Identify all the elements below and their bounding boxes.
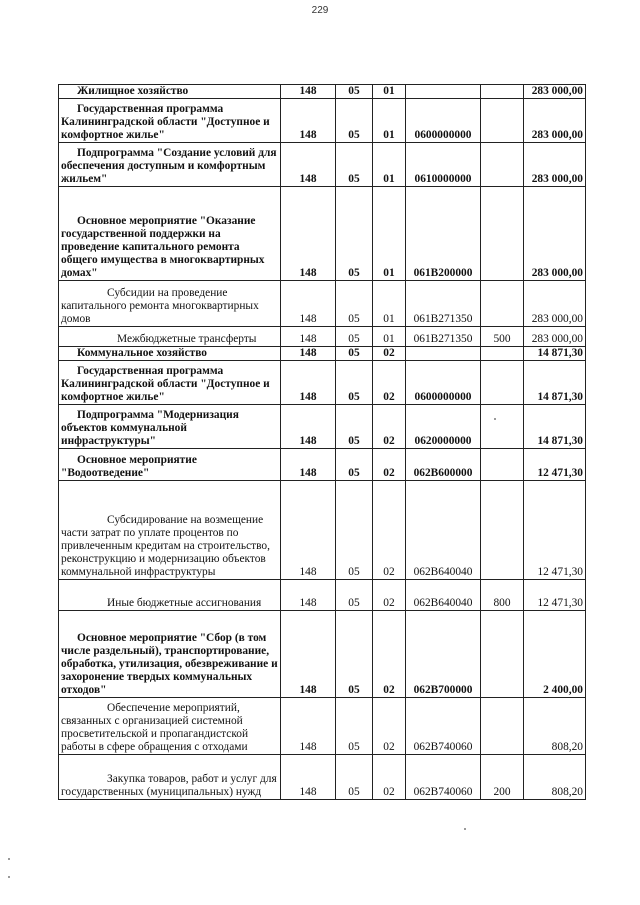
cell-rz: 05 xyxy=(336,580,373,611)
cell-name: Жилищное хозяйство xyxy=(59,85,281,99)
cell-sum: 283 000,00 xyxy=(524,99,586,143)
table-row xyxy=(59,347,586,361)
table-row xyxy=(59,99,586,143)
cell-sum: 283 000,00 xyxy=(524,143,586,187)
cell-pr: 02 xyxy=(373,347,406,361)
cell-sum: 808,20 xyxy=(524,698,586,755)
cell-name: Субсидии на проведение капитального ремонта многоквартирных домов xyxy=(59,281,281,327)
cell-gr: 148 xyxy=(281,143,336,187)
cell-csr: 062B740060 xyxy=(406,698,481,755)
cell-rz: 05 xyxy=(336,347,373,361)
cell-rz: 05 xyxy=(336,327,373,347)
cell-rz: 05 xyxy=(336,187,373,281)
cell-rz: 05 xyxy=(336,449,373,481)
cell-vr xyxy=(481,698,524,755)
cell-pr: 01 xyxy=(373,143,406,187)
cell-vr xyxy=(481,143,524,187)
cell-gr: 148 xyxy=(281,755,336,800)
cell-sum: 2 400,00 xyxy=(524,611,586,698)
cell-name: Иные бюджетные ассигнования xyxy=(59,580,281,611)
cell-pr: 01 xyxy=(373,327,406,347)
cell-name: Подпрограмма "Создание условий для обеспечения доступным и комфортным жильем" xyxy=(59,143,281,187)
cell-gr: 148 xyxy=(281,481,336,580)
cell-vr xyxy=(481,611,524,698)
cell-sum: 12 471,30 xyxy=(524,449,586,481)
cell-pr: 01 xyxy=(373,85,406,99)
cell-gr: 148 xyxy=(281,361,336,405)
cell-pr: 02 xyxy=(373,611,406,698)
cell-csr: 0620000000 xyxy=(406,405,481,449)
table-row xyxy=(59,755,586,800)
cell-gr: 148 xyxy=(281,611,336,698)
table-row xyxy=(59,405,586,449)
table-row xyxy=(59,85,586,99)
cell-vr: 500 xyxy=(481,327,524,347)
cell-csr: 061B271350 xyxy=(406,327,481,347)
cell-sum: 808,20 xyxy=(524,755,586,800)
cell-name: Государственная программа Калининградской области "Доступное и комфортное жилье" xyxy=(59,361,281,405)
cell-pr: 02 xyxy=(373,481,406,580)
cell-sum: 283 000,00 xyxy=(524,85,586,99)
cell-rz: 05 xyxy=(336,143,373,187)
cell-csr: 0600000000 xyxy=(406,361,481,405)
cell-rz: 05 xyxy=(336,698,373,755)
cell-gr: 148 xyxy=(281,99,336,143)
cell-gr: 148 xyxy=(281,347,336,361)
cell-sum: 12 471,30 xyxy=(524,481,586,580)
cell-pr: 02 xyxy=(373,361,406,405)
scan-mark xyxy=(464,828,466,830)
cell-vr xyxy=(481,361,524,405)
table-row xyxy=(59,361,586,405)
cell-pr: 01 xyxy=(373,187,406,281)
table-row xyxy=(59,281,586,327)
cell-csr: 061B271350 xyxy=(406,281,481,327)
cell-pr: 02 xyxy=(373,449,406,481)
table-row xyxy=(59,449,586,481)
cell-gr: 148 xyxy=(281,405,336,449)
cell-gr: 148 xyxy=(281,698,336,755)
cell-vr: 800 xyxy=(481,580,524,611)
cell-pr: 01 xyxy=(373,99,406,143)
cell-name: Закупка товаров, работ и услуг для государственных (муниципальных) нужд xyxy=(59,755,281,800)
cell-csr: 0610000000 xyxy=(406,143,481,187)
scan-mark xyxy=(8,876,10,878)
cell-pr: 02 xyxy=(373,405,406,449)
cell-csr: 0600000000 xyxy=(406,99,481,143)
cell-rz: 05 xyxy=(336,405,373,449)
cell-rz: 05 xyxy=(336,611,373,698)
cell-pr: 02 xyxy=(373,580,406,611)
cell-vr xyxy=(481,405,524,449)
cell-sum: 283 000,00 xyxy=(524,327,586,347)
cell-csr: 062B600000 xyxy=(406,449,481,481)
cell-name: Основное мероприятие "Водоотведение" xyxy=(59,449,281,481)
cell-rz: 05 xyxy=(336,361,373,405)
table-row xyxy=(59,611,586,698)
cell-name: Обеспечение мероприятий, связанных с организацией системной просветительской и пропагандистской работы в сфере обращения с отходами xyxy=(59,698,281,755)
cell-name: Подпрограмма "Модернизация объектов коммунальной инфраструктуры" xyxy=(59,405,281,449)
page-number: 229 xyxy=(311,5,329,16)
table-row xyxy=(59,327,586,347)
cell-csr: 062B700000 xyxy=(406,611,481,698)
cell-vr xyxy=(481,481,524,580)
table-row xyxy=(59,580,586,611)
cell-vr xyxy=(481,347,524,361)
cell-gr: 148 xyxy=(281,580,336,611)
scan-mark xyxy=(8,858,10,860)
cell-rz: 05 xyxy=(336,85,373,99)
cell-rz: 05 xyxy=(336,99,373,143)
budget-table xyxy=(58,84,586,800)
cell-csr xyxy=(406,347,481,361)
cell-csr: 062B740060 xyxy=(406,755,481,800)
table-row xyxy=(59,698,586,755)
table-row xyxy=(59,481,586,580)
table-row xyxy=(59,143,586,187)
cell-pr: 02 xyxy=(373,698,406,755)
cell-name: Коммунальное хозяйство xyxy=(59,347,281,361)
cell-csr: 062B640040 xyxy=(406,580,481,611)
cell-vr xyxy=(481,281,524,327)
cell-csr: 061B200000 xyxy=(406,187,481,281)
cell-vr xyxy=(481,99,524,143)
cell-vr xyxy=(481,85,524,99)
cell-rz: 05 xyxy=(336,281,373,327)
cell-sum: 14 871,30 xyxy=(524,361,586,405)
cell-name: Основное мероприятие "Сбор (в том числе раздельный), транспортирование, обработка, утилизация, обезвреживание и захоронение твердых коммунальных отходов" xyxy=(59,611,281,698)
cell-vr xyxy=(481,449,524,481)
cell-name: Основное мероприятие "Оказание государственной поддержки на проведение капитального ремонта общего имущества в многоквартирных домах" xyxy=(59,187,281,281)
cell-sum: 283 000,00 xyxy=(524,187,586,281)
cell-gr: 148 xyxy=(281,281,336,327)
cell-csr xyxy=(406,85,481,99)
cell-rz: 05 xyxy=(336,755,373,800)
cell-gr: 148 xyxy=(281,85,336,99)
cell-gr: 148 xyxy=(281,327,336,347)
budget-table-body xyxy=(59,85,586,800)
cell-name: Субсидирование на возмещение части затрат по уплате процентов по привлеченным кредитам на строительство, реконструкцию и модернизацию объектов коммунальной инфраструктуры xyxy=(59,481,281,580)
cell-vr xyxy=(481,187,524,281)
scan-mark xyxy=(494,418,496,420)
cell-gr: 148 xyxy=(281,449,336,481)
cell-sum: 14 871,30 xyxy=(524,347,586,361)
cell-sum: 283 000,00 xyxy=(524,281,586,327)
cell-gr: 148 xyxy=(281,187,336,281)
cell-pr: 01 xyxy=(373,281,406,327)
table-row xyxy=(59,187,586,281)
cell-sum: 14 871,30 xyxy=(524,405,586,449)
cell-pr: 02 xyxy=(373,755,406,800)
cell-rz: 05 xyxy=(336,481,373,580)
cell-sum: 12 471,30 xyxy=(524,580,586,611)
cell-name: Государственная программа Калининградской области "Доступное и комфортное жилье" xyxy=(59,99,281,143)
cell-csr: 062B640040 xyxy=(406,481,481,580)
cell-name: Межбюджетные трансферты xyxy=(59,327,281,347)
cell-vr: 200 xyxy=(481,755,524,800)
